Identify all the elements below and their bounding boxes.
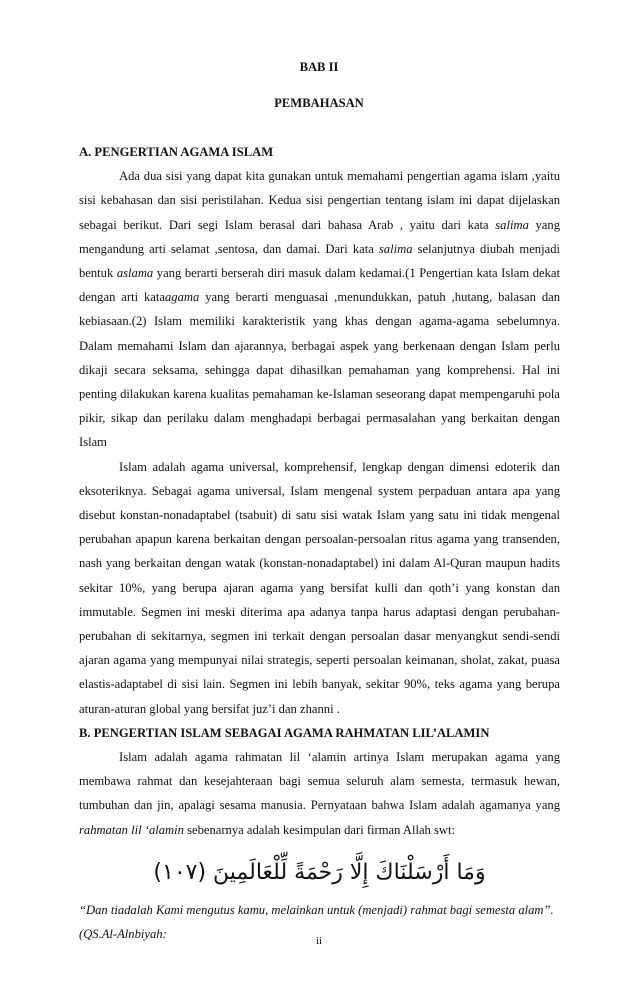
text-run: Ada dua sisi yang dapat kita gunakan untuk memahami pengertian agama islam ,yaitu sisi kebahasan dan sisi peristilahan. Kedua sisi pengertian tentang islam ini dapat dijelaskan sebagai berikut. Dari segi Islam berasal dari bahasa Arab , yaitu dari kata: [79, 169, 560, 232]
text-run: yang berarti berserah diri masuk dalam kedamai.(1 Pengertian kata Islam dekat dengan arti kata: [79, 266, 560, 305]
page-number: ii: [315, 935, 323, 947]
quran-verse-arabic: وَمَا أَرْسَلْنَاكَ إِلَّا رَحْمَةً لِّلْعَالَمِينَ (١٠٧): [153, 859, 486, 885]
chapter-title: PEMBAHASAN: [274, 96, 364, 110]
document-body: [79, 140, 560, 946]
text-run: yang mengandung arti selamat ,sentosa, dan damai. Dari kata: [79, 217, 560, 256]
emphasis-rahmatan: rahmatan lil ‘alamin: [79, 822, 184, 837]
text-run: selanjutnya diubah menjadi bentuk: [79, 241, 560, 281]
text-run: Islam adalah agama rahmatan lil ‘alamin artinya Islam merupakan agama yang membawa rahmat dan kesejahteraan bagi semua seluruh alam semesta, termasuk hewan, tumbuhan dan jin, apalagi sesama manusia. Pernyataan bahwa Islam adalah agamanya yang: [79, 750, 560, 813]
verse-translation: “Dan tiadalah Kami mengutus kamu, melainkan untuk (menjadi) rahmat bagi semesta alam”.(QS.Al-Alnbiyah:: [79, 902, 554, 942]
section-a-paragraph-2: Islam adalah agama universal, komprehensif, lengkap dengan dimensi edoterik dan eksoteriknya. Sebagai agama universal, Islam mengenal system perpaduan antara apa yang disebut konstan-nonadaptabel (tsabuit) di satu sisi watak Islam yang satu ini tidak mengenal perubahan apapun karena berkaitan dengan persoalan-persoalan ritus agama yang transenden, nash yang berkaitan dengan watak (konstan-nonadaptabel) ini dalam Al-Quran maupun hadits sekitar 10%, yang berupa ajaran agama yang bersifat kulli dan qoth’i yang konstan dan immutable. Segmen ini meski diterima apa adanya tanpa harus adaptasi dengan perubahan-perubahan di sekitarnya, segmen ini terkait dengan persoalan dasar menyangkut sendi-sendi ajaran agama yang mempunyai nilai strategis, seperti persoalan keimanan, sholat, zakat, puasa elastis-adaptabel di sisi lain. Segmen ini lebih banyak, sekitar 90%, teks agama yang berupa aturan-aturan global yang bersifat juz’i dan zhanni .: [79, 459, 560, 716]
text-run: sebenarnya adalah kesimpulan dari firman Allah swt:: [183, 822, 455, 837]
emphasis-salima: salima: [495, 217, 529, 232]
section-b-heading: B. PENGERTIAN ISLAM SEBAGAI AGAMA RAHMATAN LIL’ALAMIN: [79, 725, 490, 740]
chapter-number: BAB II: [299, 60, 339, 74]
emphasis-aslama: aslama: [116, 266, 154, 281]
section-b-paragraph-1: [79, 745, 560, 842]
emphasis-agama: agama: [164, 290, 200, 305]
emphasis-salima: salima: [378, 241, 413, 256]
text-run: yang berarti menguasai ,menundukkan, patuh ,hutang, balasan dan kebiasaan.(2) Islam memiliki karakteristik yang khas dengan agama-agama sebelumnya. Dalam memahami Islam dan ajarannya, berbagai aspek yang berkenaan dengan Islam perlu dikaji secara seksama, sehingga dapat dihasilkan pemahaman yang komprehensi. Hal ini penting dilakukan karena kualitas pemahaman ke-Islaman seseorang dapat mempengaruhi pola pikir, sikap dan perilaku dalam menghadapi berbagai permasalahan yang berkaitan dengan Islam: [79, 290, 561, 450]
section-a-paragraph-1: [79, 164, 560, 454]
section-a-heading: A. PENGERTIAN AGAMA ISLAM: [79, 145, 274, 159]
